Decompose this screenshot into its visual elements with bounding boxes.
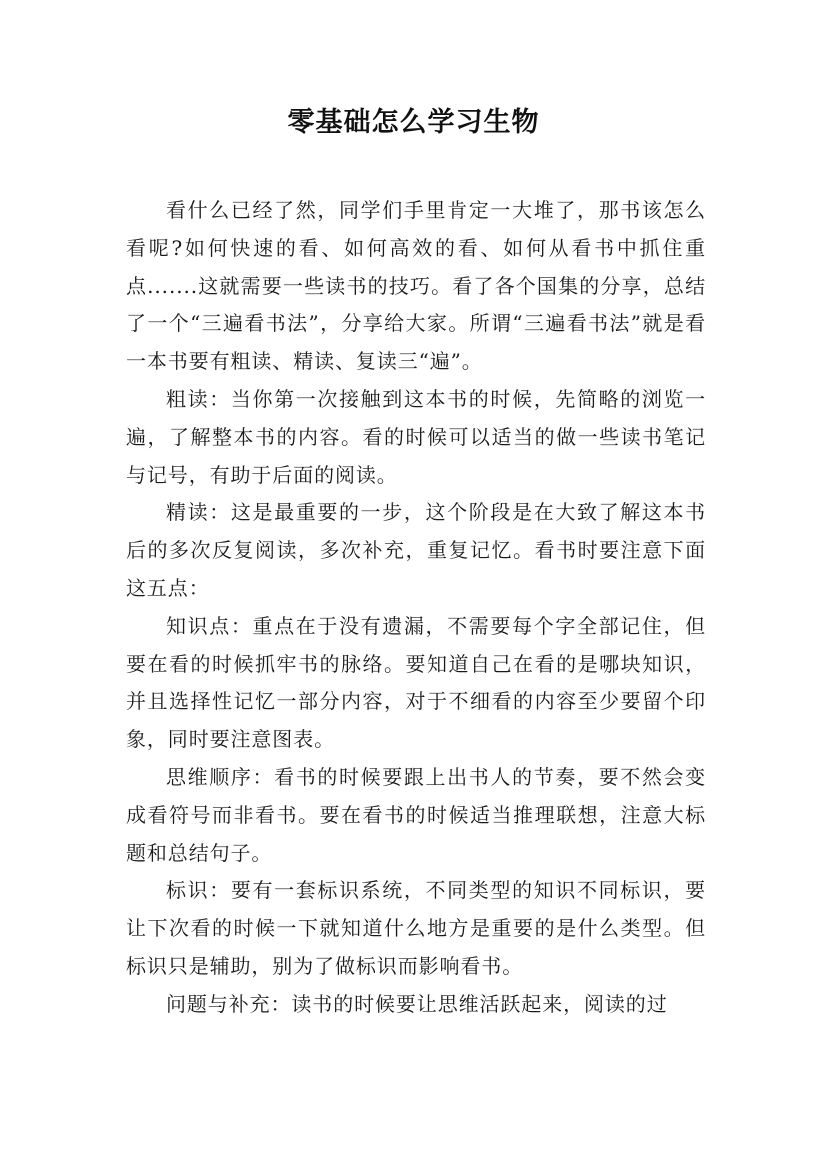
document-body — [126, 192, 706, 1024]
page-title: 零基础怎么学习生物 — [287, 107, 540, 138]
paragraph-questions: 问题与补充：读书的时候要让思维活跃起来，阅读的过 — [166, 991, 668, 1016]
paragraph-thinking-order: 思维顺序：看书的时候要跟上出书人的节奏，要不然会变成看符号而非看书。要在看书的时候适当推理联想，注意大标题和总结句子。 — [126, 764, 706, 865]
paragraph-rough-reading: 粗读：当你第一次接触到这本书的时候，先简略的浏览一遍，了解整本书的内容。看的时候可以适当的做一些读书笔记与记号，有助于后面的阅读。 — [126, 386, 706, 487]
paragraph-marking: 标识：要有一套标识系统，不同类型的知识不同标识，要让下次看的时候一下就知道什么地方是重要的是什么类型。但标识只是辅助，别为了做标识而影响看书。 — [126, 878, 706, 978]
paragraph-intensive-reading: 精读：这是最重要的一步，这个阶段是在大致了解这本书后的多次反复阅读，多次补充，重复记忆。看书时要注意下面这五点： — [126, 500, 706, 600]
paragraph-knowledge-points: 知识点：重点在于没有遗漏，不需要每个字全部记住，但要在看的时候抓牢书的脉络。要知道自己在看的是哪块知识，并且选择性记忆一部分内容，对于不细看的内容至少要留个印象，同时要注意图表。 — [126, 613, 706, 752]
paragraph-intro: 看什么已经了然，同学们手里肯定一大堆了，那书该怎么看呢?如何快速的看、如何高效的看、如何从看书中抓住重点.......这就需要一些读书的技巧。看了各个国集的分享，总结了一个“三遍看书法”，分享给大家。所谓“三遍看书法”就是看一本书要有粗读、精读、复读三“遍”。 — [126, 198, 706, 374]
